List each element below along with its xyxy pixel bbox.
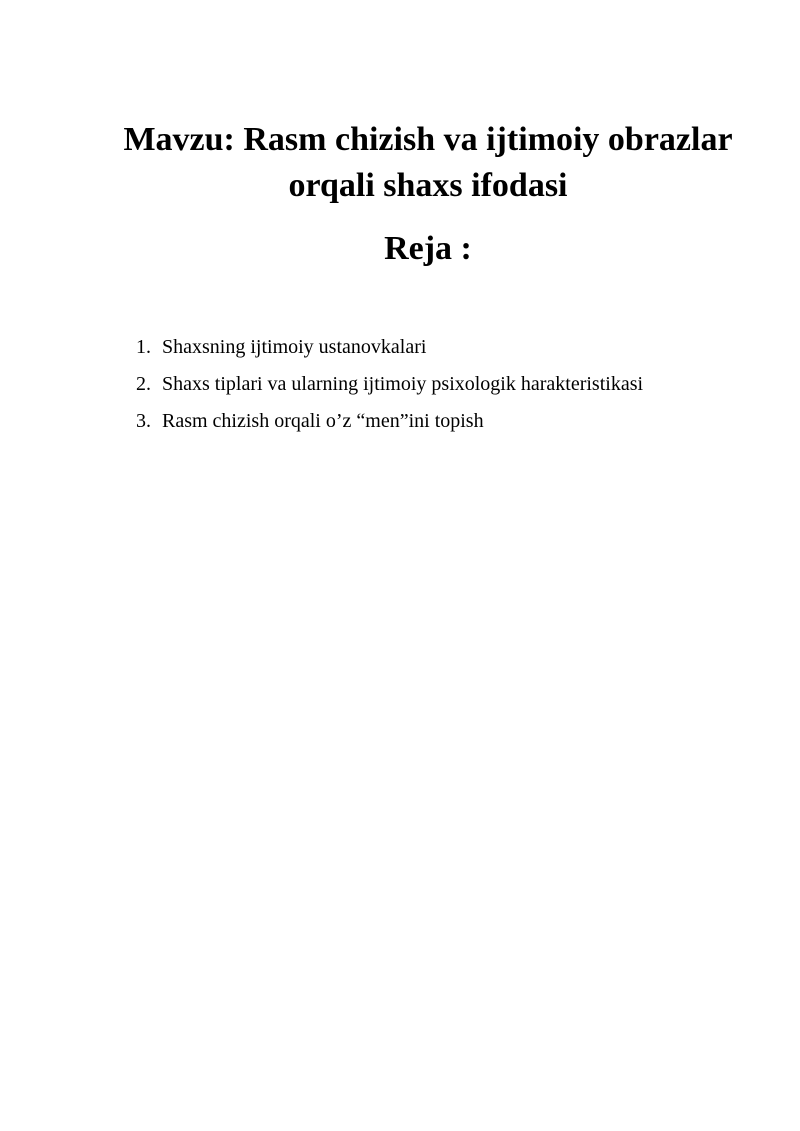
plan-item-text: Shaxsning ijtimoiy ustanovkalari	[162, 336, 427, 358]
plan-heading: Reja :	[384, 230, 472, 267]
plan-item-text: Rasm chizish orqali o’z “men”ini topish	[162, 410, 484, 432]
plan-item-1	[136, 329, 643, 366]
document-title-line-1: Mavzu: Rasm chizish va ijtimoiy obrazlar	[123, 121, 733, 158]
plan-item-number: 2.	[136, 373, 151, 395]
plan-item-number: 1.	[136, 336, 151, 358]
plan-list	[136, 329, 643, 440]
plan-item-2	[136, 366, 643, 403]
plan-item-3	[136, 403, 643, 440]
plan-item-text: Shaxs tiplari va ularning ijtimoiy psixologik harakteristikasi	[162, 373, 644, 395]
document-title-line-2: orqali shaxs ifodasi	[288, 167, 568, 204]
plan-item-number: 3.	[136, 410, 151, 432]
